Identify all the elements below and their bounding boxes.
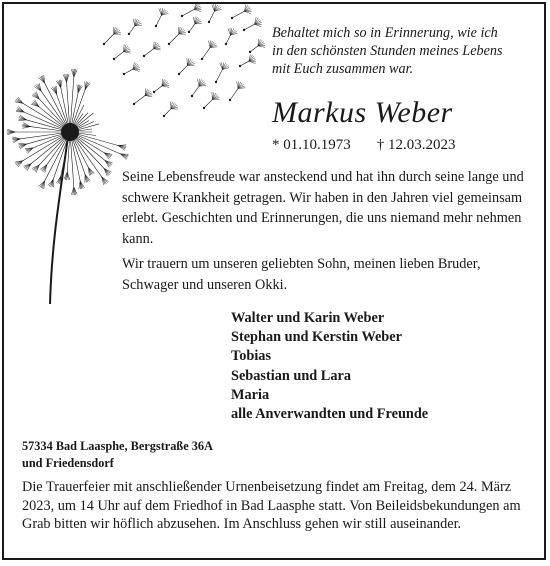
mourner-entry: Tobias bbox=[231, 347, 428, 366]
mourner-entry: Maria bbox=[231, 386, 428, 405]
deceased-name: Markus Weber bbox=[272, 96, 453, 130]
mourner-entry: Walter und Karin Weber bbox=[231, 309, 428, 328]
mourner-entry: Sebastian und Lara bbox=[231, 367, 428, 386]
obituary-notice bbox=[2, 2, 546, 560]
address-line: 57334 Bad Laasphe, Bergstraße 36A bbox=[22, 438, 213, 455]
mourners-list bbox=[231, 309, 428, 424]
quote-line: in den schönsten Stunden meines Lebens bbox=[272, 43, 503, 59]
birth-date: * 01.10.1973 bbox=[272, 137, 351, 153]
tribute-paragraph: Seine Lebensfreude war ansteckend und hat ihn durch seine lange und schwere Krankheit getragen. Wir haben in den Jahren viel gemeinsam erlebt. Geschichten und Erinnerungen, die uns niemand mehr nehmen kann. bbox=[122, 167, 532, 249]
life-dates bbox=[272, 137, 456, 154]
mourner-entry: alle Anverwandten und Freunde bbox=[231, 405, 428, 424]
funeral-notice: Die Trauerfeier mit anschließender Urnenbeisetzung findet am Freitag, dem 24. März 2023, um 14 Uhr auf dem Friedhof in Bad Laasphe statt. Von Beileidsbekundungen am Grab bitten wir höflich abzusehen. Im Anschluss gehen wir still auseinander. bbox=[22, 478, 534, 534]
quote-line: Behaltet mich so in Erinnerung, wie ich bbox=[272, 25, 498, 41]
memorial-quote bbox=[272, 24, 542, 78]
quote-line: mit Euch zusammen war. bbox=[272, 61, 413, 77]
mourning-paragraph: Wir trauern um unseren geliebten Sohn, meinen lieben Bruder, Schwager und unseren Okki. bbox=[122, 254, 532, 295]
address-line: und Friedensdorf bbox=[22, 455, 213, 472]
death-date: † 12.03.2023 bbox=[377, 137, 456, 153]
family-address bbox=[22, 438, 213, 472]
mourner-entry: Stephan und Kerstin Weber bbox=[231, 328, 428, 347]
